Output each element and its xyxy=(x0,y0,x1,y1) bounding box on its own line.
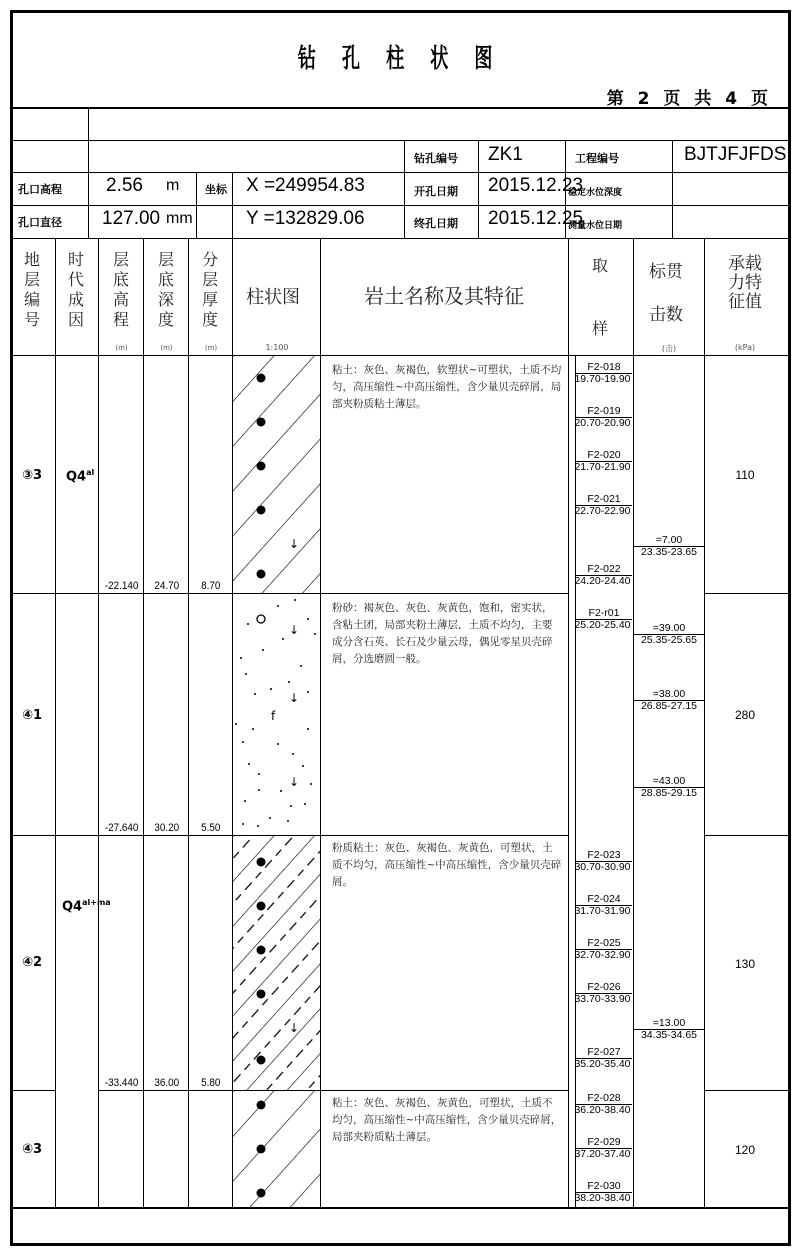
divider xyxy=(704,593,791,594)
unit-spt: (击) xyxy=(661,344,677,353)
spt-blow-count: =38.00 xyxy=(634,689,704,701)
thickness: 5.50 xyxy=(201,822,221,834)
sample-range: 19.70-19.90 xyxy=(574,373,631,385)
bearing-value: 110 xyxy=(735,468,755,482)
sample-entry xyxy=(576,1181,632,1204)
age-superscript: al xyxy=(86,468,95,477)
svg-text:↓: ↓ xyxy=(289,623,300,637)
age-symbol: Q4 xyxy=(62,899,83,915)
sample-range: 30.70-30.90 xyxy=(574,861,631,873)
sample-range: 32.70-32.90 xyxy=(574,949,631,961)
sample-entry xyxy=(576,1137,632,1160)
sample-id: F2-r01 xyxy=(576,608,632,620)
divider xyxy=(98,1090,568,1091)
sample-entry xyxy=(576,494,632,517)
bottom-depth: 24.70 xyxy=(154,580,180,592)
coord-x: X =249954.83 xyxy=(246,175,365,196)
sample-id: F2-028 xyxy=(576,1093,632,1105)
sample-range: 20.70-20.90 xyxy=(574,417,631,429)
divider xyxy=(10,238,791,239)
sample-id: F2-024 xyxy=(576,894,632,906)
divider xyxy=(88,172,89,238)
sample-entry xyxy=(576,1093,632,1116)
lithology-silty-clay-pattern xyxy=(233,836,320,1090)
sample-id: F2-019 xyxy=(576,406,632,418)
sample-entry xyxy=(576,938,632,961)
sample-entry xyxy=(576,982,632,1005)
divider xyxy=(633,238,634,1207)
sample-range: 31.70-31.90 xyxy=(574,905,631,917)
layer-description: 粘土：灰色、灰褐色、灰黄色，可塑状，土质不均匀，高压缩性~中高压缩性，含少量贝壳碎屑，局部夹粉质粘土薄层。 xyxy=(332,1097,562,1143)
spt-entry xyxy=(634,689,704,712)
col-header-thickness: 分层厚度 xyxy=(201,250,218,329)
sample-entry xyxy=(576,608,632,631)
spt-entry xyxy=(634,623,704,646)
age-origin xyxy=(66,468,94,484)
lithology-clay-pattern xyxy=(233,356,320,593)
water-date-label: 测量水位日期 xyxy=(568,221,623,231)
col-header-spt-2: 击数 xyxy=(649,305,683,325)
sample-id: F2-022 xyxy=(576,564,632,576)
sample-entry xyxy=(576,450,632,473)
divider xyxy=(10,172,791,173)
age-superscript: al+ma xyxy=(82,898,111,907)
hole-elevation-unit: m xyxy=(166,177,180,194)
hole-diameter-unit: mm xyxy=(166,210,193,227)
spt-range: 25.35-25.65 xyxy=(640,634,698,646)
spt-blow-count: =39.00 xyxy=(634,623,704,635)
spt-range: 23.35-23.65 xyxy=(640,546,698,558)
col-header-bearing-1: 承载 xyxy=(728,254,762,274)
project-no-value: BJTJFJFDS xyxy=(684,144,787,165)
sample-range: 21.70-21.90 xyxy=(574,461,631,473)
page-indicator: 第 2 页 共 4 页 xyxy=(606,89,772,109)
thickness: 8.70 xyxy=(201,580,221,592)
sample-entry xyxy=(576,362,632,385)
col-header-age-origin: 时代成因 xyxy=(67,250,84,329)
divider xyxy=(98,238,99,1207)
divider xyxy=(575,355,576,1207)
divider xyxy=(143,238,144,1207)
hole-elevation-value: 2.56 xyxy=(106,175,143,196)
col-header-bottom-elev: 层底高程 xyxy=(112,250,129,329)
start-date-label: 开孔日期 xyxy=(414,185,458,198)
sample-id: F2-023 xyxy=(576,850,632,862)
spt-blow-count: =43.00 xyxy=(634,776,704,788)
svg-text:↓: ↓ xyxy=(289,1021,300,1035)
sample-range: 25.20-25.40 xyxy=(574,619,631,631)
bottom-elev: -22.140 xyxy=(104,580,139,592)
col-header-bottom-depth: 层底深度 xyxy=(157,250,174,329)
divider xyxy=(10,205,791,206)
col-header-sampling-1: 取 xyxy=(592,256,609,275)
svg-text:↓: ↓ xyxy=(289,775,300,789)
divider xyxy=(196,172,197,238)
lithology-clay-pattern xyxy=(233,1091,320,1207)
start-date-value: 2015.12.23 xyxy=(488,175,584,196)
layer-description: 粉砂：褐灰色、灰色、灰黄色，饱和，密实状，含粘土团，局部夹粉土薄层，土质不均匀，主要成分含石英、长石及少量云母，偶见零星贝壳碎屑，分选磨圆一般。 xyxy=(332,602,553,665)
sample-id: F2-029 xyxy=(576,1137,632,1149)
hole-diameter-value: 127.00 xyxy=(102,208,161,229)
unit-bottom-elev: (m) xyxy=(115,344,128,352)
scale-label: 1:100 xyxy=(265,343,289,352)
layer-id: ④3 xyxy=(22,1142,43,1157)
divider xyxy=(704,835,791,836)
unit-bearing: (kPa) xyxy=(734,343,756,352)
divider xyxy=(478,140,479,238)
sample-id: F2-020 xyxy=(576,450,632,462)
layer-id: ④2 xyxy=(22,955,43,970)
col-header-layer-no: 地层编号 xyxy=(23,250,40,329)
col-header-sampling-2: 样 xyxy=(592,319,609,338)
spt-range: 34.35-34.65 xyxy=(640,1029,698,1041)
sample-range: 35.20-35.40 xyxy=(574,1058,631,1070)
sample-entry xyxy=(576,894,632,917)
document-title: 钻 孔 柱 状 图 xyxy=(297,44,503,74)
sample-id: F2-026 xyxy=(576,982,632,994)
age-origin xyxy=(62,898,111,914)
svg-text:f: f xyxy=(271,709,276,723)
bottom-elev: -27.640 xyxy=(104,822,139,834)
sample-entry xyxy=(576,850,632,873)
borehole-no-value: ZK1 xyxy=(488,144,523,165)
spt-entry xyxy=(634,776,704,799)
sample-entry xyxy=(576,564,632,587)
layer-id: ④1 xyxy=(22,708,43,723)
layer-description: 粘土：灰色、灰褐色，软塑状~可塑状，土质不均匀，高压缩性~中高压缩性，含少量贝壳碎屑，局部夹粉质粘土薄层。 xyxy=(332,364,562,410)
spt-entry xyxy=(634,535,704,558)
col-header-description: 岩土名称及其特征 xyxy=(364,284,524,308)
coordinate-label: 坐标 xyxy=(205,183,227,196)
divider xyxy=(704,1090,791,1091)
age-symbol: Q4 xyxy=(66,469,87,485)
sample-id: F2-018 xyxy=(576,362,632,374)
col-header-column-chart: 柱状图 xyxy=(246,287,300,308)
lithology-silty-sand-pattern xyxy=(233,594,320,835)
spt-range: 26.85-27.15 xyxy=(640,700,698,712)
borehole-no-label: 钻孔编号 xyxy=(414,152,458,165)
sample-range: 36.20-38.40 xyxy=(574,1104,631,1116)
col-header-spt-1: 标贯 xyxy=(649,262,683,282)
divider xyxy=(10,355,791,356)
divider xyxy=(10,1090,55,1091)
unit-thickness: (m) xyxy=(204,344,218,352)
spt-range: 28.85-29.15 xyxy=(640,787,698,799)
divider xyxy=(232,172,233,238)
bearing-value: 280 xyxy=(734,708,756,722)
hole-diameter-label: 孔口直径 xyxy=(18,216,62,229)
divider xyxy=(10,1207,791,1209)
divider xyxy=(10,107,791,109)
sample-range: 37.20-37.40 xyxy=(574,1148,631,1160)
col-header-bearing-2: 力特 xyxy=(728,273,762,293)
coord-y: Y =132829.06 xyxy=(246,208,365,229)
thickness: 5.80 xyxy=(201,1077,221,1089)
svg-text:↓: ↓ xyxy=(289,537,300,551)
unit-bottom-depth: (m) xyxy=(160,344,173,352)
bearing-value: 120 xyxy=(734,1143,756,1157)
sample-range: 38.20-38.40 xyxy=(574,1192,631,1204)
sample-id: F2-027 xyxy=(576,1047,632,1059)
sample-id: F2-030 xyxy=(576,1181,632,1193)
bottom-elev: -33.440 xyxy=(104,1077,139,1089)
sample-id: F2-021 xyxy=(576,494,632,506)
bearing-value: 130 xyxy=(734,957,756,971)
spt-entry xyxy=(634,1018,704,1041)
layer-id: ③3 xyxy=(22,468,43,483)
sample-entry xyxy=(576,1047,632,1070)
svg-text:↓: ↓ xyxy=(289,691,300,705)
divider xyxy=(188,238,189,1207)
sample-range: 22.70-22.90 xyxy=(574,505,631,517)
divider xyxy=(672,140,673,238)
sample-entry xyxy=(576,406,632,429)
bottom-depth: 36.00 xyxy=(154,1077,180,1089)
divider xyxy=(55,238,56,1207)
divider xyxy=(88,107,89,172)
divider xyxy=(704,238,705,1207)
bottom-depth: 30.20 xyxy=(154,822,180,834)
col-header-bearing-3: 征值 xyxy=(728,292,762,312)
spt-blow-count: =7.00 xyxy=(634,535,704,547)
sample-id: F2-025 xyxy=(576,938,632,950)
divider xyxy=(320,238,321,1207)
project-no-label: 工程编号 xyxy=(575,152,619,165)
stable-water-label: 稳定水位深度 xyxy=(568,188,623,198)
hole-elevation-label: 孔口高程 xyxy=(18,183,62,196)
sample-range: 24.20-24.40 xyxy=(574,575,631,587)
layer-description: 粉质粘土：灰色、灰褐色、灰黄色，可塑状，土质不均匀，高压缩性~中高压缩性，含少量贝壳碎屑。 xyxy=(332,842,562,888)
divider xyxy=(10,140,791,141)
end-date-label: 终孔日期 xyxy=(414,217,458,230)
end-date-value: 2015.12.25 xyxy=(488,208,584,229)
sample-range: 33.70-33.90 xyxy=(574,993,631,1005)
spt-blow-count: =13.00 xyxy=(634,1018,704,1030)
divider xyxy=(568,238,569,1207)
divider xyxy=(404,140,405,238)
